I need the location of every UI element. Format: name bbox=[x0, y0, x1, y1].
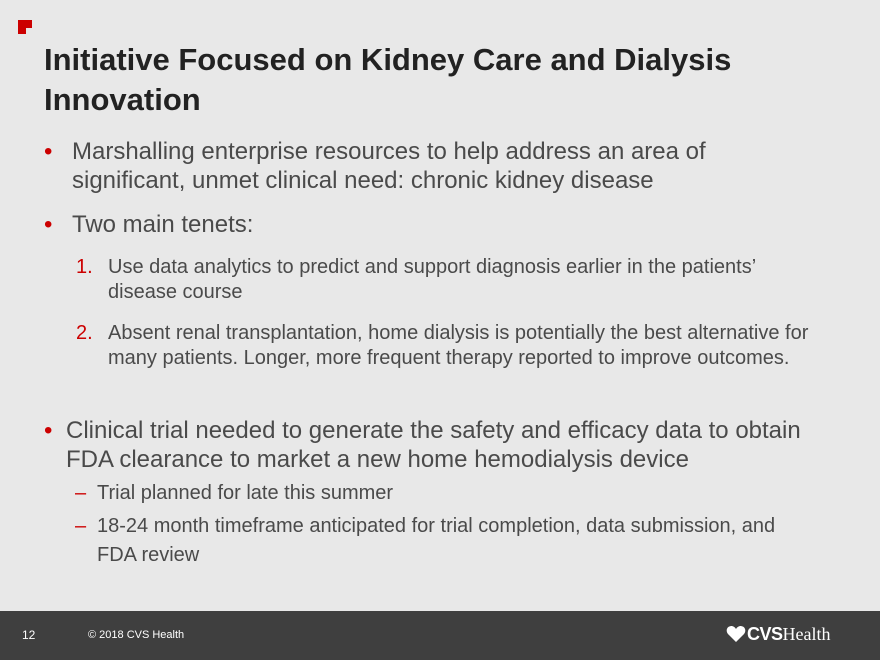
bullet-text: Marshalling enterprise resources to help address an area of significant, unmet clinical need: chronic kidney disease bbox=[72, 138, 706, 194]
bullet-text: Two main tenets: bbox=[72, 211, 254, 238]
page-number: 12 bbox=[22, 628, 36, 642]
list-number: 2. bbox=[76, 322, 93, 344]
bullet-marker: • bbox=[44, 211, 53, 238]
bullet-text: Clinical trial needed to generate the safety and efficacy data to obtain FDA clearance to market a new home hemodialysis device bbox=[66, 417, 801, 473]
list-item bbox=[44, 416, 836, 474]
cvs-corner-mark-icon bbox=[18, 20, 32, 34]
bullet-marker: • bbox=[44, 417, 53, 444]
sub-bullet-text: 18-24 month timeframe anticipated for trial completion, data submission, and FDA review bbox=[97, 515, 776, 566]
list-text: Use data analytics to predict and support diagnosis earlier in the patients’ disease course bbox=[108, 256, 756, 303]
logo-health-text: Health bbox=[782, 623, 831, 644]
list-item bbox=[75, 512, 817, 570]
bullet-marker: • bbox=[44, 138, 53, 165]
cvs-health-logo bbox=[726, 623, 831, 645]
dash-marker: – bbox=[75, 515, 87, 537]
list-item bbox=[44, 137, 792, 195]
slide-title: Initiative Focused on Kidney Care and Dialysis Innovation bbox=[44, 42, 732, 117]
list-item bbox=[44, 210, 792, 239]
dash-marker: – bbox=[75, 482, 87, 504]
footer-bar bbox=[0, 611, 880, 660]
list-number: 1. bbox=[76, 256, 93, 278]
list-text: Absent renal transplantation, home dialysis is potentially the best alternative for many patients. Longer, more frequent therapy reported to improve outcomes. bbox=[108, 322, 809, 369]
logo-cvs-text: CVS bbox=[747, 623, 783, 644]
list-item bbox=[76, 255, 828, 305]
sub-bullet-text: Trial planned for late this summer bbox=[97, 482, 394, 504]
list-item bbox=[76, 321, 828, 371]
cvs-heart-icon bbox=[726, 625, 746, 643]
copyright-text: © 2018 CVS Health bbox=[88, 629, 185, 641]
list-item bbox=[75, 479, 817, 508]
